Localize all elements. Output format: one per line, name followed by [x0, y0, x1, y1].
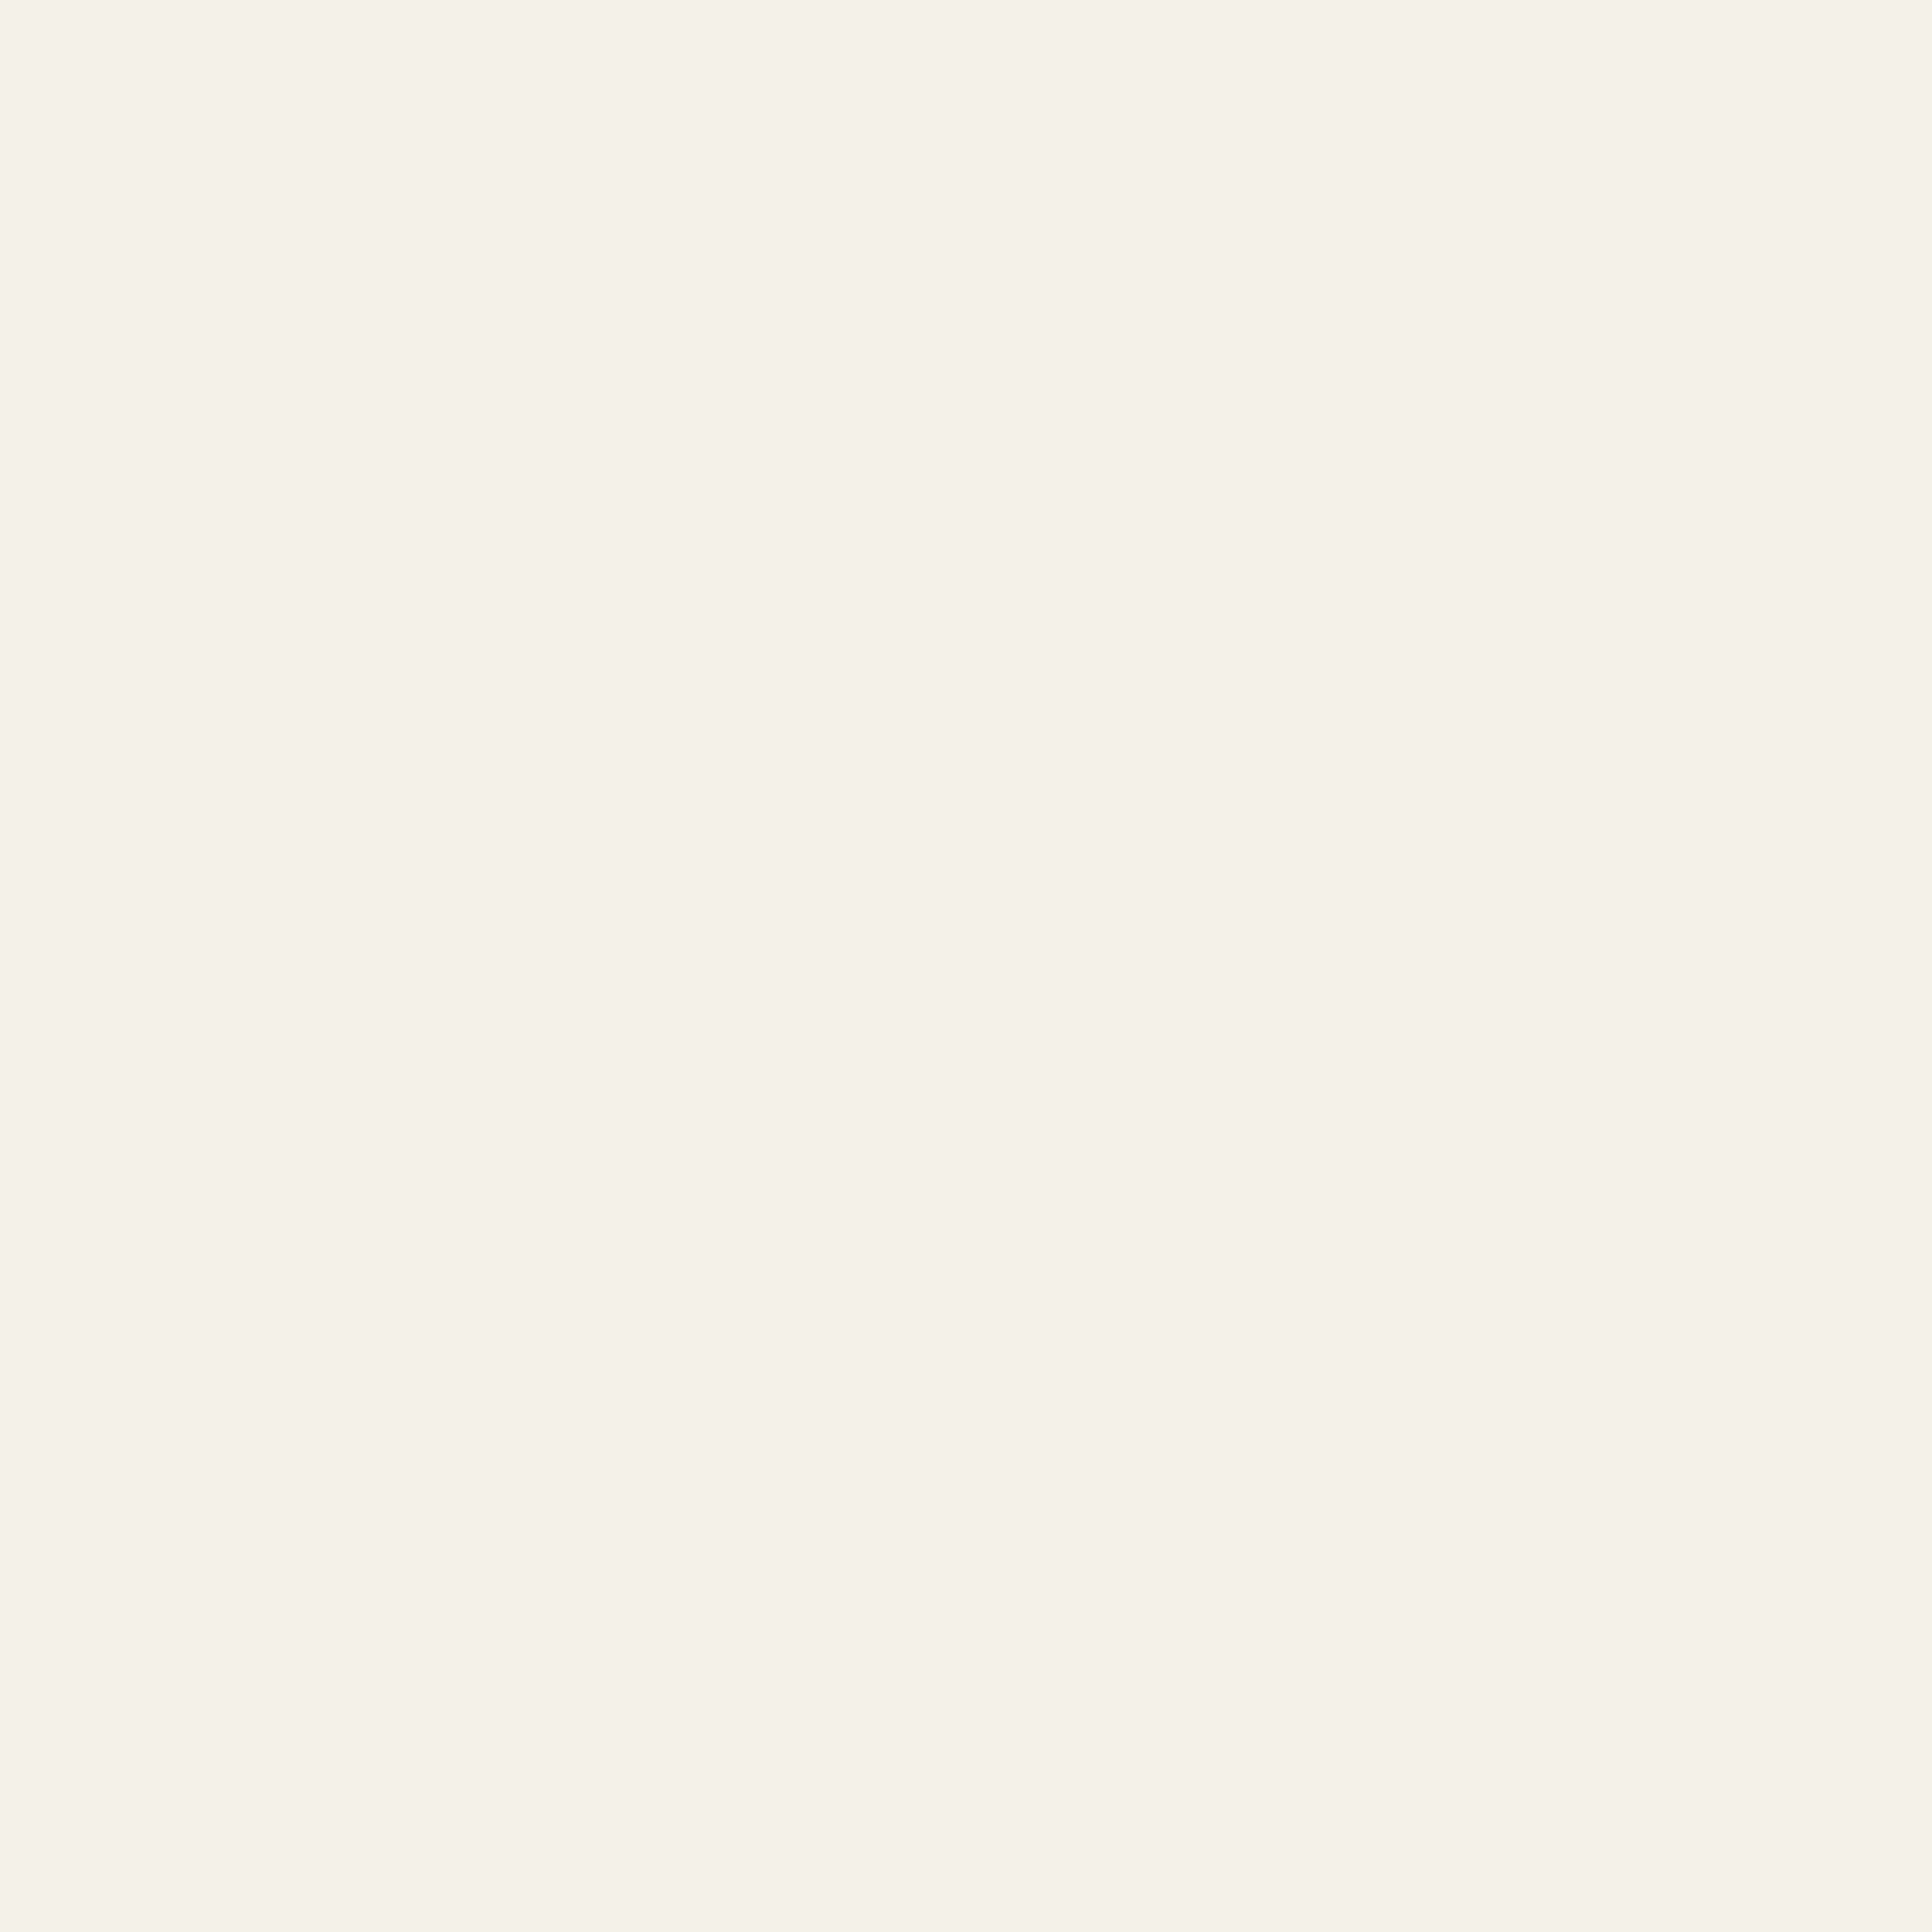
unavailable-notice [0, 0, 1932, 155]
